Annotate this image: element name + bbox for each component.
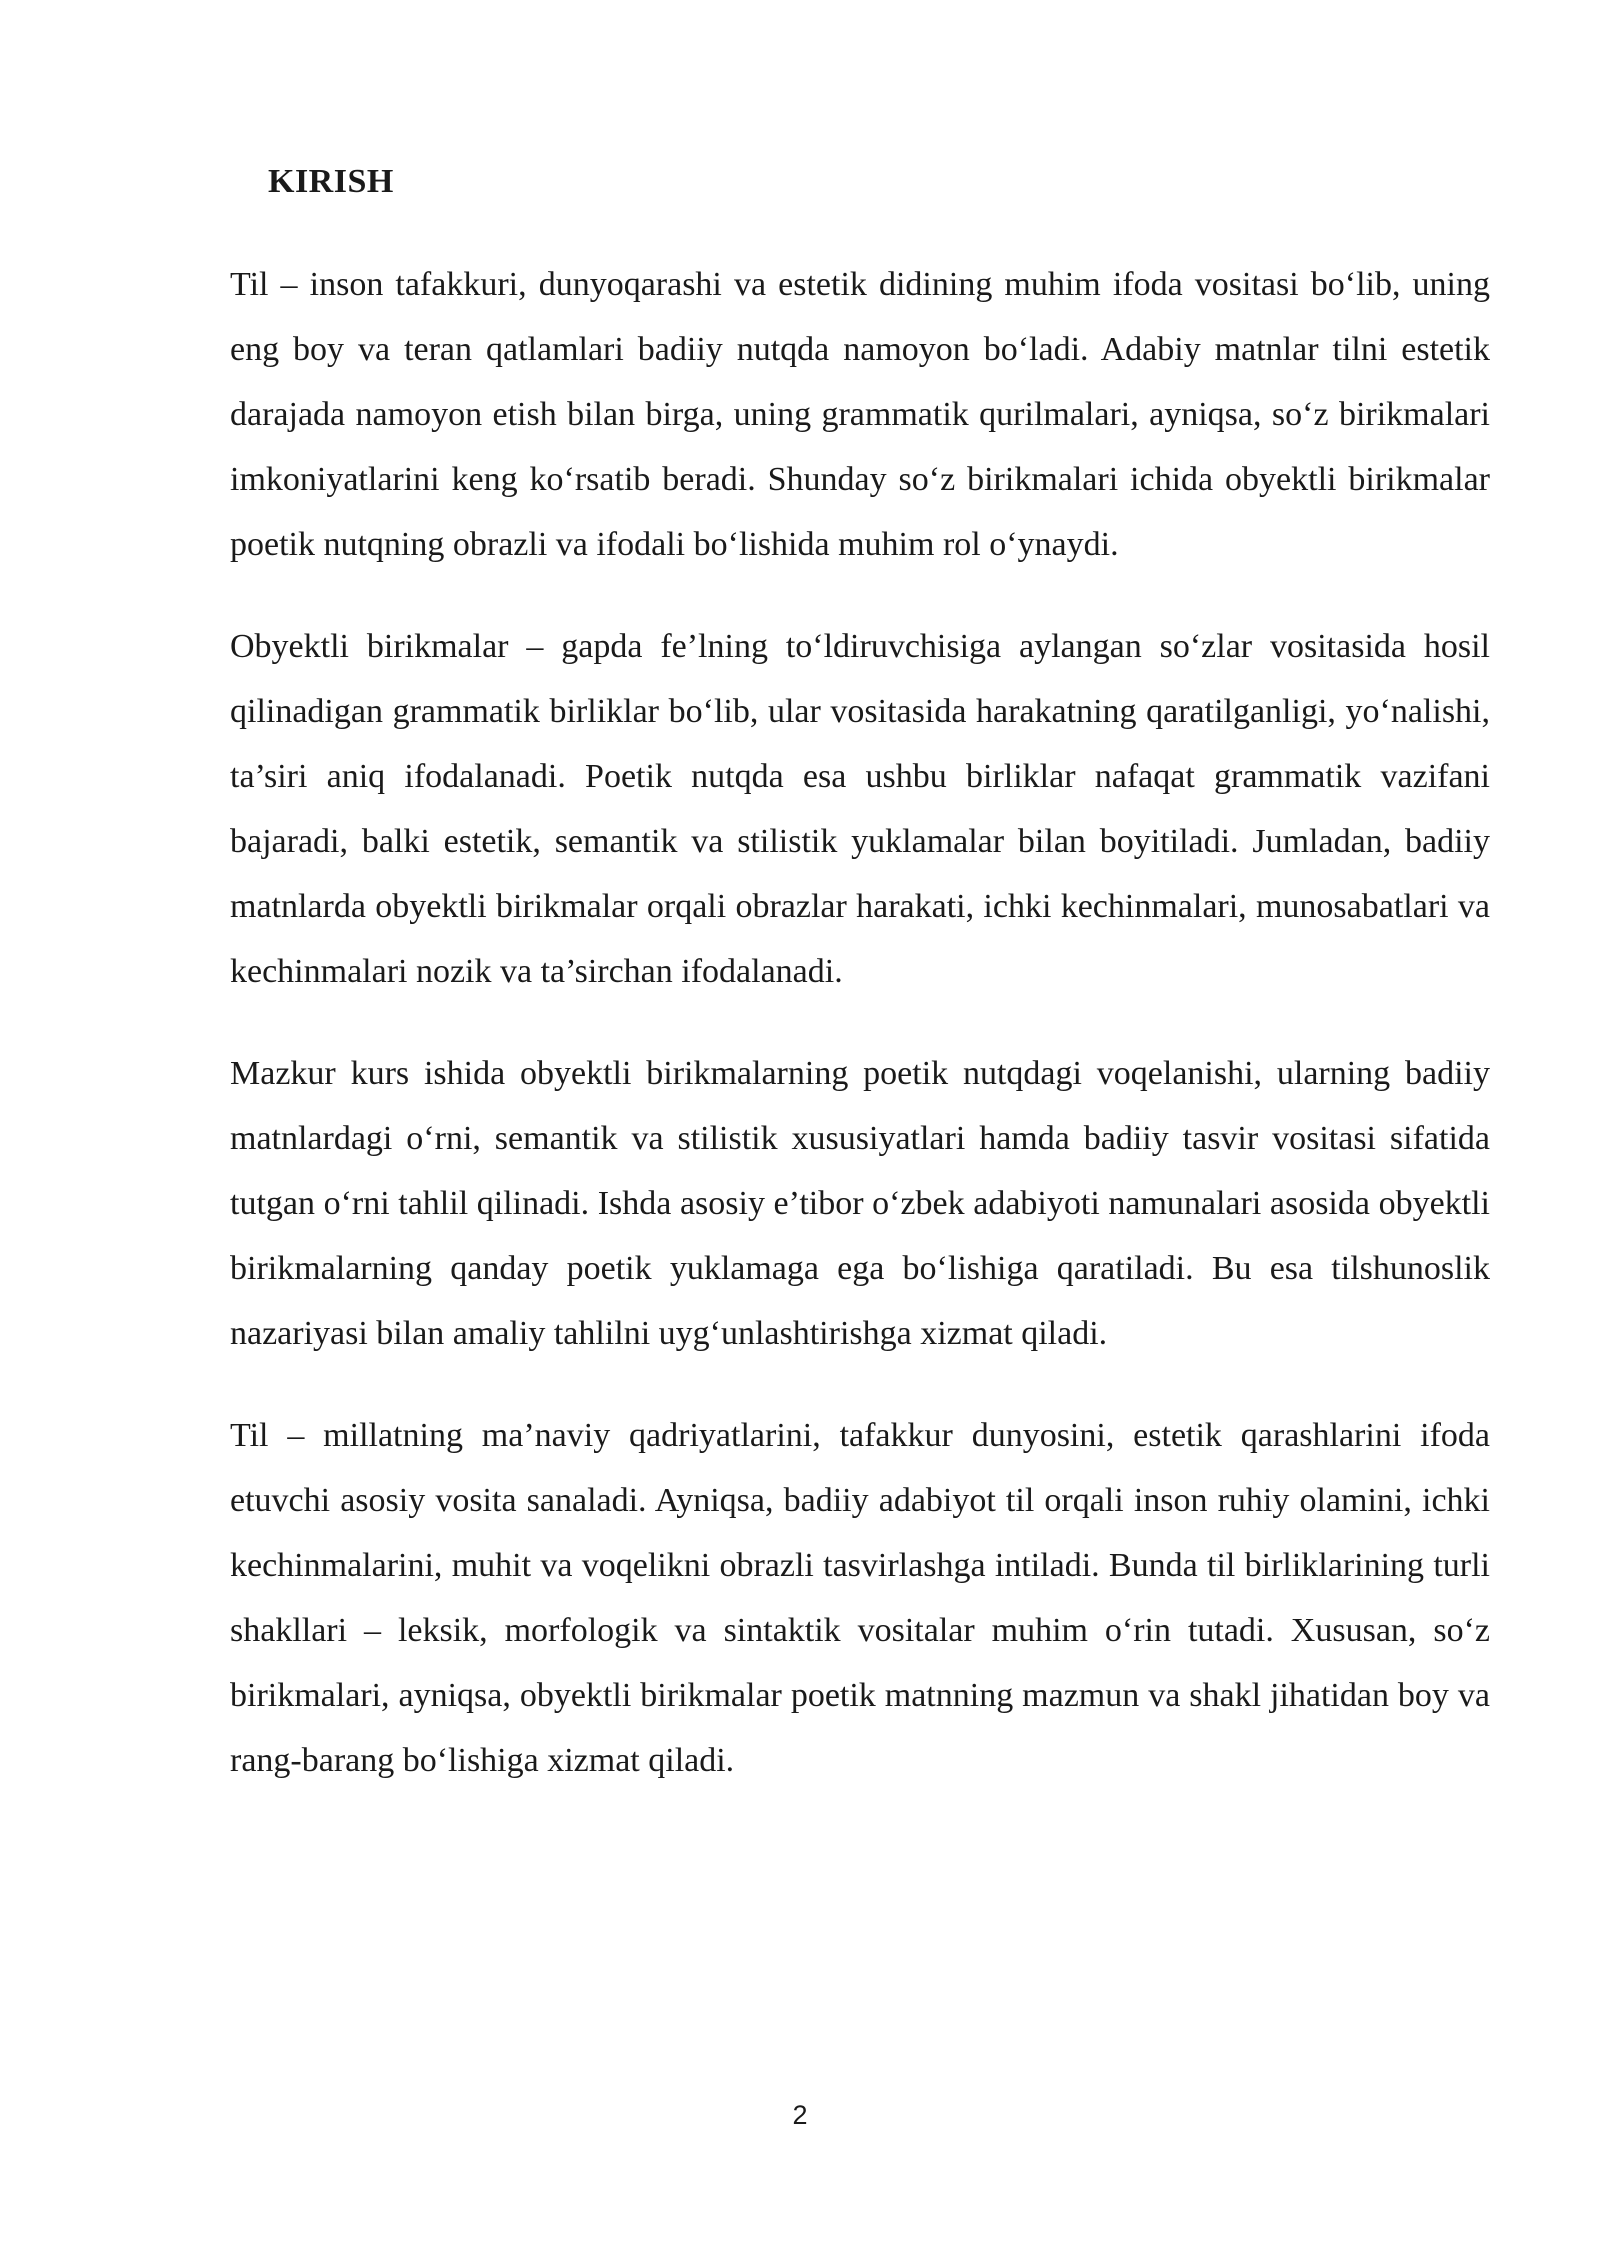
paragraph-2: Obyektli birikmalar – gapda fe’lning to‘ldiruvchisiga aylangan so‘zlar vositasida hosil qilinadigan grammatik birliklar bo‘lib, ular vositasida harakatning qaratilganligi, yo‘nalishi, ta’siri aniq ifodalanadi. Poetik nutqda esa ushbu birliklar nafaqat grammatik vazifani bajaradi, balki estetik, semantik va stilistik yuklamalar bilan boyitiladi. Jumladan, badiiy matnlarda obyektli birikmalar orqali obrazlar harakati, ichki kechinmalari, munosabatlari va kechinmalari nozik va ta’sirchan ifodalanadi. <box>230 628 1490 990</box>
paragraph-4: Til – millatning ma’naviy qadriyatlarini, tafakkur dunyosini, estetik qarashlarini ifoda etuvchi asosiy vosita sanaladi. Ayniqsa, badiiy adabiyot til orqali inson ruhiy olamini, ichki kechinmalarini, muhit va voqelikni obrazli tasvirlashga intiladi. Bunda til birliklarining turli shakllari – leksik, morfologik va sintaktik vositalar muhim o‘rin tutadi. Xususan, so‘z birikmalari, ayniqsa, obyektli birikmalar poetik matnning mazmun va shakl jihatidan boy va rang-barang bo‘lishiga xizmat qiladi. <box>230 1417 1490 1779</box>
paragraph-1: Til – inson tafakkuri, dunyoqarashi va estetik didining muhim ifoda vositasi bo‘lib, uning eng boy va teran qatlamlari badiiy nutqda namoyon bo‘ladi. Adabiy matnlar tilni estetik darajada namoyon etish bilan birga, uning grammatik qurilmalari, ayniqsa, so‘z birikmalari imkoniyatlarini keng ko‘rsatib beradi. Shunday so‘z birikmalari ichida obyektli birikmalar poetik nutqning obrazli va ifodali bo‘lishida muhim rol o‘ynaydi. <box>230 266 1490 563</box>
paragraph-3: Mazkur kurs ishida obyektli birikmalarning poetik nutqdagi voqelanishi, ularning badiiy matnlardagi o‘rni, semantik va stilistik xususiyatlari hamda badiiy tasvir vositasi sifatida tutgan o‘rni tahlil qilinadi. Ishda asosiy e’tibor o‘zbek adabiyoti namunalari asosida obyektli birikmalarning qanday poetik yuklamaga ega bo‘lishiga qaratiladi. Bu esa tilshunoslik nazariyasi bilan amaliy tahlilni uyg‘unlashtirishga xizmat qiladi. <box>230 1055 1490 1352</box>
page-number: 2 <box>792 2100 808 2130</box>
section-heading: KIRISH <box>268 163 394 200</box>
body-text <box>230 252 1490 1830</box>
